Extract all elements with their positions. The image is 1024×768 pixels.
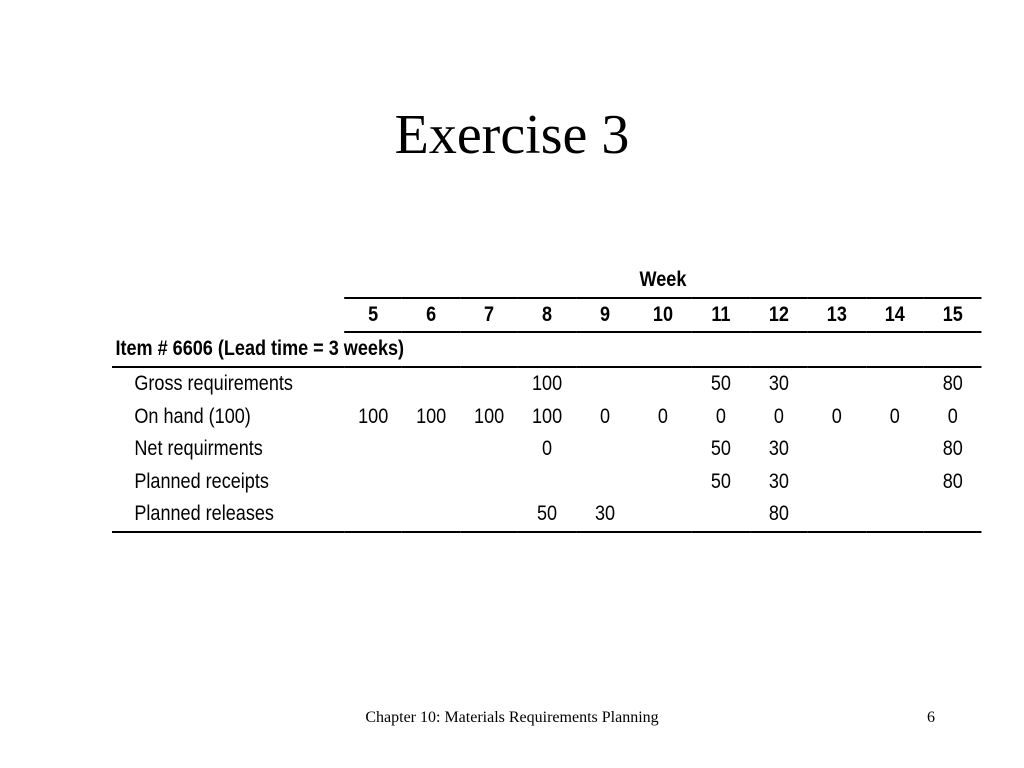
table-cell: 100	[416, 404, 447, 428]
blank-header-cell	[112, 264, 344, 298]
table-cell	[344, 498, 402, 532]
table-cell: 0	[599, 404, 611, 428]
table-cell: 0	[773, 404, 784, 428]
table-cell: 0	[542, 437, 553, 461]
table-cell	[808, 367, 866, 401]
table-cell: 50	[710, 372, 731, 396]
week-number: 10	[634, 298, 692, 333]
row-label: Gross requirements	[134, 372, 293, 396]
week-number: 8	[518, 298, 576, 333]
table-cell	[402, 367, 460, 401]
slide-title: Exercise 3	[394, 104, 630, 166]
week-number: 12	[750, 298, 808, 333]
table-cell: 50	[710, 469, 731, 493]
week-title-row	[112, 264, 982, 298]
row-label: On hand (100)	[134, 404, 251, 428]
table-cell: 0	[715, 404, 726, 428]
table-cell	[402, 498, 460, 532]
table-cell: 0	[889, 404, 900, 428]
table-cell: 30	[768, 469, 789, 493]
row-label: Planned releases	[112, 498, 344, 532]
table-cell	[866, 367, 924, 401]
table-cell: 30	[768, 372, 789, 396]
table-cell	[576, 433, 634, 466]
mrp-table-container	[112, 264, 981, 533]
row-label: Net requirments	[134, 437, 263, 461]
item-row	[112, 332, 982, 367]
table-cell: 80	[750, 498, 808, 532]
table-cell: 50	[710, 437, 731, 461]
week-number-row	[112, 298, 982, 333]
table-cell	[634, 498, 692, 532]
table-cell: 100	[531, 372, 563, 396]
table-cell	[344, 433, 402, 466]
table-cell	[576, 466, 634, 499]
table-cell	[518, 466, 576, 499]
table-cell	[460, 367, 518, 401]
week-header: Week	[639, 268, 687, 292]
table-cell	[924, 498, 982, 532]
table-cell	[692, 498, 750, 532]
row-label: Planned receipts	[134, 469, 269, 493]
table-cell: 0	[947, 404, 958, 428]
table-cell	[576, 367, 634, 401]
table-cell: 50	[518, 498, 576, 532]
table-cell	[402, 433, 460, 466]
table-cell: 100	[358, 404, 389, 428]
table-row	[112, 367, 982, 401]
table-cell: 80	[942, 469, 963, 493]
page-number: 6	[927, 709, 935, 726]
blank-header-cell	[112, 298, 344, 333]
week-number: 9	[576, 298, 634, 333]
footer-chapter-title: Chapter 10: Materials Requirements Planning	[365, 709, 659, 726]
item-label: Item # 6606 (Lead time = 3 weeks)	[112, 332, 982, 367]
week-number: 5	[344, 298, 402, 333]
table-cell: 100	[531, 404, 563, 428]
table-cell	[808, 498, 866, 532]
table-cell	[808, 433, 866, 466]
table-row	[112, 498, 982, 532]
week-number: 11	[692, 298, 750, 333]
week-number: 15	[924, 298, 982, 333]
table-cell	[460, 433, 518, 466]
table-row	[112, 433, 982, 466]
table-cell	[634, 466, 692, 499]
table-cell	[634, 433, 692, 466]
table-cell	[344, 367, 402, 401]
table-cell	[866, 433, 924, 466]
table-cell	[402, 466, 460, 499]
table-cell: 80	[942, 372, 963, 396]
week-number: 13	[808, 298, 866, 333]
mrp-table	[112, 264, 982, 533]
table-cell	[634, 367, 692, 401]
table-cell	[460, 466, 518, 499]
table-cell	[808, 466, 866, 499]
week-number: 14	[866, 298, 924, 333]
table-cell: 80	[942, 437, 963, 461]
table-cell	[460, 498, 518, 532]
table-cell	[866, 498, 924, 532]
table-cell: 30	[768, 437, 789, 461]
week-number: 7	[460, 298, 518, 333]
table-cell: 100	[474, 404, 505, 428]
table-row	[112, 400, 982, 433]
table-cell: 30	[576, 498, 634, 532]
table-cell	[866, 466, 924, 499]
table-cell: 0	[657, 404, 668, 428]
table-row	[112, 466, 982, 499]
week-number: 6	[402, 298, 460, 333]
table-cell	[344, 466, 402, 499]
table-cell: 0	[831, 404, 842, 428]
